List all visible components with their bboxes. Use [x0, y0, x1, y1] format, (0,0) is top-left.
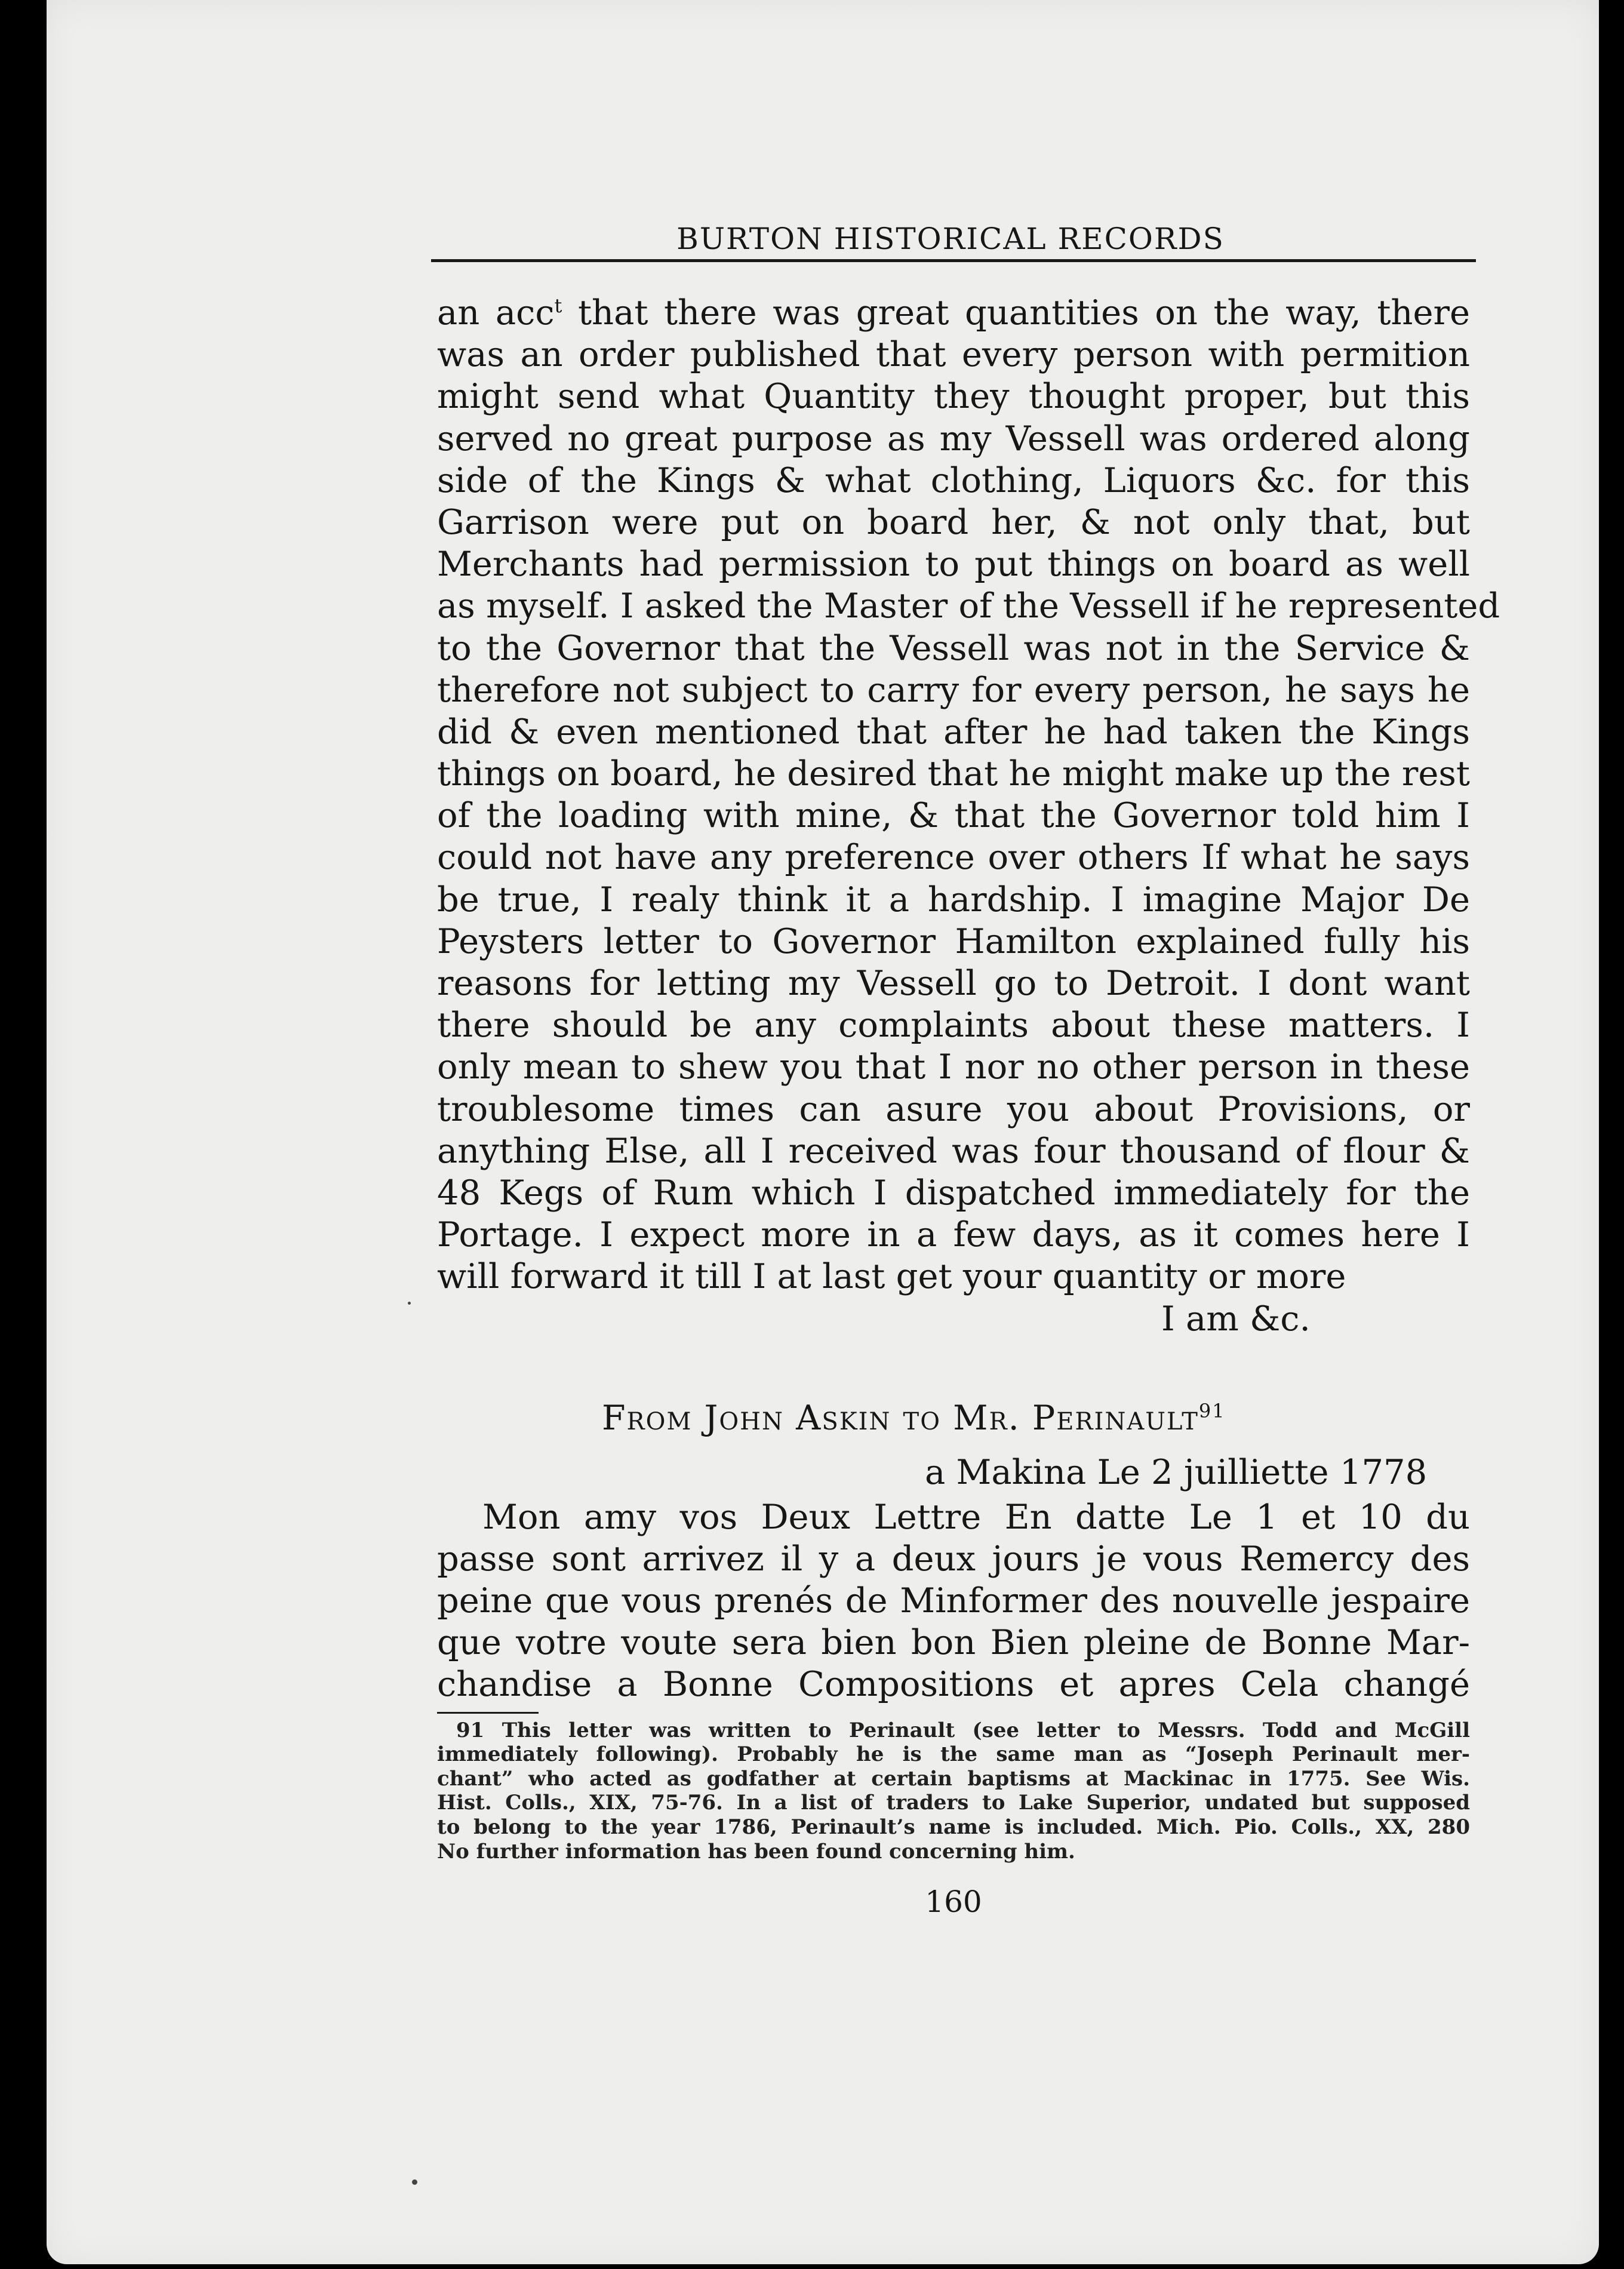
text-line: did & even mentioned that after he had taken the Kings [437, 711, 1470, 752]
text-line: chandise a Bonne Compositions et apres Cela changé [437, 1664, 1470, 1705]
section-title-text: From John Askin to Mr. Perinault [602, 1398, 1199, 1438]
text-line: Peysters letter to Governor Hamilton explained fully his [437, 921, 1470, 961]
running-head: BURTON HISTORICAL RECORDS [676, 222, 1225, 256]
french-letter [437, 1496, 1470, 1706]
ink-speck [408, 1302, 411, 1305]
text-line: side of the Kings & what clothing, Liquors &c. for this [437, 460, 1470, 500]
text-line: only mean to shew you that I nor no other person in these [437, 1047, 1470, 1087]
text-line: therefore not subject to carry for every person, he says he [437, 669, 1470, 710]
text-line: served no great purpose as my Vessell was ordered along [437, 418, 1470, 459]
footnote-line: immediately following). Probably he is the same man as “Joseph Perinault mer- [437, 1742, 1470, 1767]
text-line: peine que vous prenés de Minformer des nouvelle jespaire [437, 1581, 1470, 1621]
text-fragment: an acc [437, 293, 555, 333]
footnote-line: to belong to the year 1786, Perinault’s name is included. Mich. Pio. Colls., XX, 280 [437, 1815, 1470, 1839]
text-line: Portage. I expect more in a few days, as it comes here I [437, 1215, 1470, 1255]
ink-speck [412, 2179, 417, 2185]
text-line: to the Governor that the Vessell was not in the Service & [437, 628, 1470, 668]
letter-continuation [437, 292, 1500, 1340]
text-line: Mon amy vos Deux Lettre En datte Le 1 et 10 du [482, 1496, 1470, 1537]
text-line: be true, I realy think it a hardship. I imagine Major De [437, 879, 1470, 920]
section-title [437, 1396, 1470, 1440]
page-number: 160 [925, 1884, 982, 1920]
text-line: troublesome times can asure you about Provisions, or [437, 1089, 1470, 1129]
footnote [437, 1718, 1470, 1864]
footnote-line: Hist. Colls., XIX, 75-76. In a list of traders to Lake Superior, undated but supposed [437, 1791, 1470, 1815]
footnote-line: No further information has been found concerning him. [437, 1839, 1075, 1864]
text-line: was an order published that every person with permition [437, 334, 1470, 375]
letter-closing: I am &c. [1161, 1298, 1311, 1339]
footnote-line: 91 This letter was written to Perinault (see letter to Messrs. Todd and McGill [456, 1718, 1470, 1742]
footnote-rule [437, 1712, 539, 1714]
footnote-ref: 91 [1198, 1399, 1226, 1422]
footnote-line: chant” who acted as godfather at certain baptisms at Mackinac in 1775. See Wis. [437, 1766, 1470, 1791]
text-line: as myself. I asked the Master of the Vessell if he represented [437, 586, 1500, 626]
text-line: Merchants had permission to put things on board as well [437, 544, 1470, 585]
superscript: t [554, 294, 562, 317]
text-line: there should be any complaints about these matters. I [437, 1005, 1470, 1046]
text-fragment: that there was great quantities on the way, there [562, 293, 1471, 333]
text-line [437, 292, 1470, 334]
text-line: might send what Quantity they thought proper, but this [437, 376, 1470, 417]
text-line: of the loading with mine, & that the Governor told him I [437, 795, 1470, 836]
page-content [437, 221, 1500, 1920]
text-line: Garrison were put on board her, & not only that, but [437, 502, 1470, 542]
text-line: reasons for letting my Vessell go to Detroit. I dont want [437, 963, 1470, 1003]
header-rule [431, 259, 1476, 262]
text-line: could not have any preference over others If what he says [437, 837, 1470, 878]
text-line: 48 Kegs of Rum which I dispatched immediately for the [437, 1172, 1470, 1213]
text-line: passe sont arrivez il y a deux jours je vous Remercy des [437, 1538, 1470, 1579]
text-line: anything Else, all I received was four thousand of flour & [437, 1130, 1470, 1171]
text-line: things on board, he desired that he might make up the rest [437, 754, 1470, 794]
text-line: will forward it till I at last get your quantity or more [437, 1256, 1346, 1297]
text-line: que votre voute sera bien bon Bien pleine de Bonne Mar- [437, 1622, 1470, 1663]
dateline: a Makina Le 2 juilliette 1778 [925, 1452, 1428, 1492]
